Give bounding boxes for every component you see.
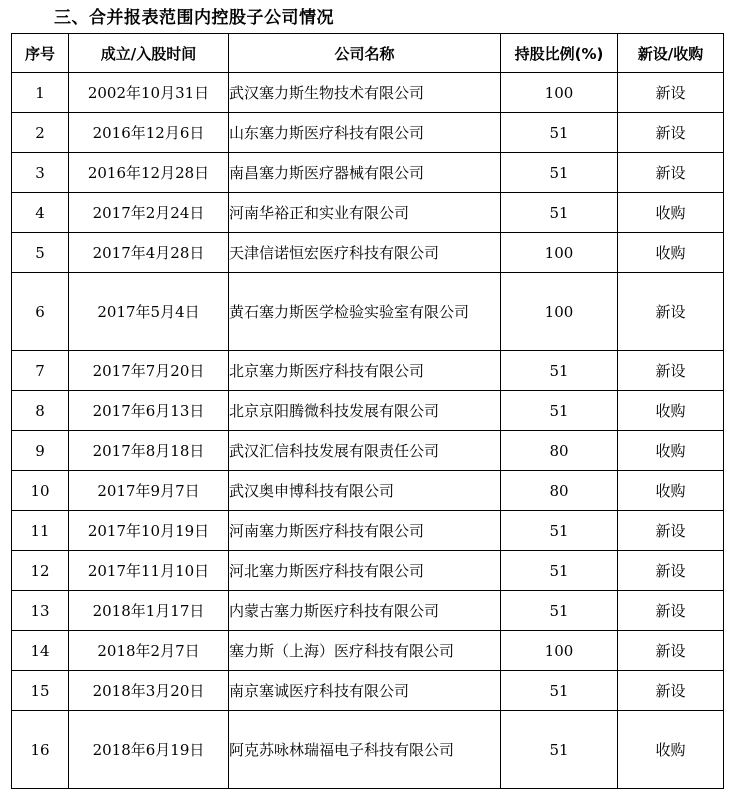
table-row (12, 273, 724, 351)
row-type: 新设 (618, 671, 724, 711)
row-number: 6 (12, 273, 69, 351)
row-number: 8 (12, 391, 69, 431)
row-number: 3 (12, 153, 69, 193)
row-type: 新设 (618, 153, 724, 193)
row-company-name: 武汉奥申博科技有限公司 (229, 471, 501, 511)
row-number: 10 (12, 471, 69, 511)
row-number: 2 (12, 113, 69, 153)
row-number: 16 (12, 711, 69, 789)
table-row (12, 193, 724, 233)
row-type: 新设 (618, 511, 724, 551)
table-row (12, 233, 724, 273)
row-share-pct: 100 (501, 631, 618, 671)
row-number: 1 (12, 73, 69, 113)
table-row (12, 671, 724, 711)
row-date: 2018年6月19日 (69, 711, 229, 789)
row-date: 2017年10月19日 (69, 511, 229, 551)
row-date: 2017年5月4日 (69, 273, 229, 351)
row-number: 11 (12, 511, 69, 551)
row-share-pct: 51 (501, 113, 618, 153)
row-date: 2017年11月10日 (69, 551, 229, 591)
row-date: 2017年4月28日 (69, 233, 229, 273)
row-type: 收购 (618, 431, 724, 471)
table-row (12, 153, 724, 193)
row-number: 14 (12, 631, 69, 671)
section-heading: 三、合并报表范围内控股子公司情况 (54, 8, 334, 28)
row-company-name: 河南塞力斯医疗科技有限公司 (229, 511, 501, 551)
row-type: 新设 (618, 273, 724, 351)
row-type: 收购 (618, 193, 724, 233)
row-number: 13 (12, 591, 69, 631)
column-header-name: 公司名称 (229, 34, 501, 73)
row-number: 5 (12, 233, 69, 273)
row-type: 新设 (618, 551, 724, 591)
table-row (12, 511, 724, 551)
row-share-pct: 51 (501, 551, 618, 591)
table-row (12, 431, 724, 471)
row-date: 2018年2月7日 (69, 631, 229, 671)
row-date: 2018年1月17日 (69, 591, 229, 631)
row-company-name: 北京京阳腾微科技发展有限公司 (229, 391, 501, 431)
row-number: 9 (12, 431, 69, 471)
row-share-pct: 100 (501, 273, 618, 351)
row-company-name: 塞力斯（上海）医疗科技有限公司 (229, 631, 501, 671)
row-type: 新设 (618, 631, 724, 671)
row-date: 2016年12月28日 (69, 153, 229, 193)
row-date: 2017年9月7日 (69, 471, 229, 511)
row-share-pct: 100 (501, 233, 618, 273)
row-company-name: 黄石塞力斯医学检验实验室有限公司 (229, 273, 501, 351)
row-number: 12 (12, 551, 69, 591)
table-row (12, 73, 724, 113)
table-row (12, 631, 724, 671)
row-type: 新设 (618, 73, 724, 113)
row-number: 7 (12, 351, 69, 391)
row-date: 2016年12月6日 (69, 113, 229, 153)
row-date: 2017年2月24日 (69, 193, 229, 233)
row-type: 新设 (618, 113, 724, 153)
row-type: 收购 (618, 471, 724, 511)
table-row (12, 711, 724, 789)
column-header-date: 成立/入股时间 (69, 34, 229, 73)
table-row (12, 471, 724, 511)
row-type: 新设 (618, 351, 724, 391)
row-date: 2018年3月20日 (69, 671, 229, 711)
row-share-pct: 51 (501, 711, 618, 789)
row-number: 15 (12, 671, 69, 711)
row-company-name: 北京塞力斯医疗科技有限公司 (229, 351, 501, 391)
column-header-type: 新设/收购 (618, 34, 724, 73)
row-share-pct: 100 (501, 73, 618, 113)
row-share-pct: 51 (501, 591, 618, 631)
row-company-name: 武汉汇信科技发展有限责任公司 (229, 431, 501, 471)
row-type: 收购 (618, 233, 724, 273)
row-type: 收购 (618, 711, 724, 789)
table-row (12, 591, 724, 631)
table-row (12, 551, 724, 591)
row-company-name: 山东塞力斯医疗科技有限公司 (229, 113, 501, 153)
row-share-pct: 51 (501, 193, 618, 233)
row-company-name: 南京塞诚医疗科技有限公司 (229, 671, 501, 711)
row-share-pct: 80 (501, 471, 618, 511)
row-date: 2002年10月31日 (69, 73, 229, 113)
row-share-pct: 80 (501, 431, 618, 471)
row-share-pct: 51 (501, 351, 618, 391)
row-company-name: 河北塞力斯医疗科技有限公司 (229, 551, 501, 591)
row-share-pct: 51 (501, 153, 618, 193)
row-company-name: 天津信诺恒宏医疗科技有限公司 (229, 233, 501, 273)
row-date: 2017年7月20日 (69, 351, 229, 391)
table-row (12, 391, 724, 431)
header-row (12, 34, 724, 73)
column-header-no: 序号 (12, 34, 69, 73)
row-share-pct: 51 (501, 671, 618, 711)
row-date: 2017年6月13日 (69, 391, 229, 431)
subsidiaries-table (11, 33, 724, 789)
row-company-name: 阿克苏咏林瑞福电子科技有限公司 (229, 711, 501, 789)
row-company-name: 南昌塞力斯医疗器械有限公司 (229, 153, 501, 193)
row-share-pct: 51 (501, 391, 618, 431)
table-row (12, 113, 724, 153)
row-date: 2017年8月18日 (69, 431, 229, 471)
row-type: 收购 (618, 391, 724, 431)
table-row (12, 351, 724, 391)
row-company-name: 内蒙古塞力斯医疗科技有限公司 (229, 591, 501, 631)
row-type: 新设 (618, 591, 724, 631)
row-number: 4 (12, 193, 69, 233)
row-share-pct: 51 (501, 511, 618, 551)
row-company-name: 武汉塞力斯生物技术有限公司 (229, 73, 501, 113)
column-header-pct: 持股比例(%) (501, 34, 618, 73)
row-company-name: 河南华裕正和实业有限公司 (229, 193, 501, 233)
